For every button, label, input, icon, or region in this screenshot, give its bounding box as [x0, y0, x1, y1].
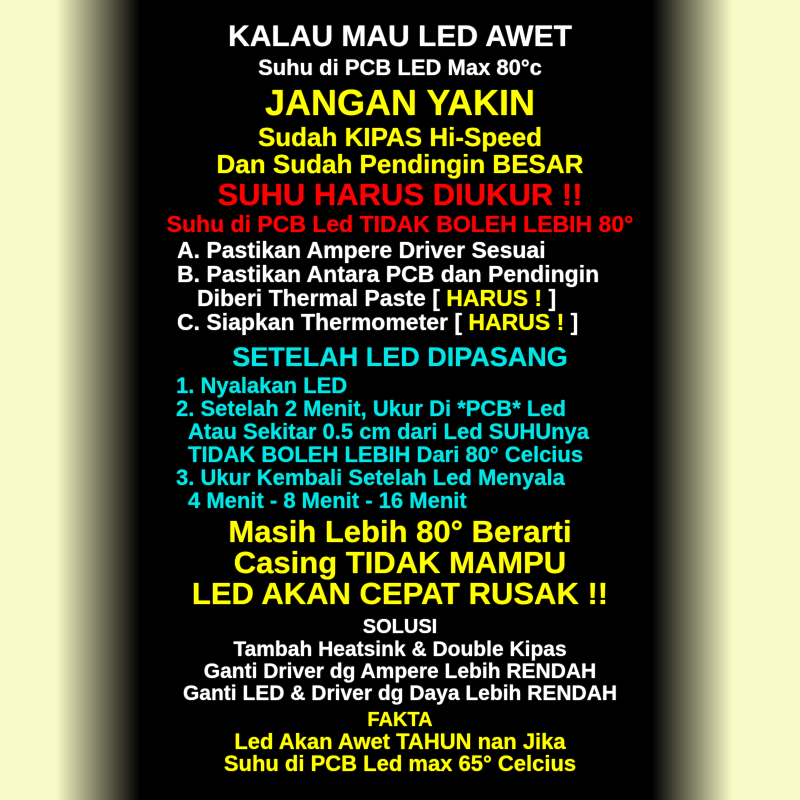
fact-line-1: Led Akan Awet TAHUN nan Jika: [234, 729, 566, 754]
solution-line-3: Ganti LED & Driver dg Daya Lebih RENDAH: [182, 682, 618, 705]
verdict-line-3: LED AKAN CEPAT RUSAK !!: [191, 576, 609, 611]
measure-subline: Suhu di PCB Led TIDAK BOLEH LEBIH 80°: [166, 211, 634, 237]
checklist-item-a: A. Pastikan Ampere Driver Sesuai: [177, 237, 546, 263]
checklist-b2-text: Diberi Thermal Paste [: [197, 285, 447, 311]
step-1: 1. Nyalakan LED: [176, 373, 348, 398]
checklist-c-suffix: ]: [564, 309, 579, 335]
solution-line-1: Tambah Heatsink & Double Kipas: [233, 638, 567, 661]
step-2-cont-1: Atau Sekitar 0.5 cm dari Led SUHUnya: [188, 419, 590, 444]
checklist-item-b: B. Pastikan Antara PCB dan Pendingin: [177, 261, 600, 287]
verdict-line-2: Casing TIDAK MAMPU: [233, 545, 567, 580]
warning-headline: JANGAN YAKIN: [264, 82, 536, 123]
checklist-c-highlight: HARUS !: [468, 309, 565, 335]
checklist-item-c: [140, 310, 660, 334]
checklist-c-text: C. Siapkan Thermometer [: [177, 309, 469, 335]
verdict-line-1: Masih Lebih 80° Berarti: [228, 514, 572, 549]
solution-line-2: Ganti Driver dg Ampere Lebih RENDAH: [203, 660, 597, 683]
poster-title: KALAU MAU LED AWET: [228, 20, 572, 53]
step-2: 2. Setelah 2 Menit, Ukur Di *PCB* Led: [176, 396, 566, 421]
step-2-cont-2: TIDAK BOLEH LEBIH Dari 80° Celcius: [188, 442, 584, 467]
warning-line-1: Sudah KIPAS Hi-Speed: [257, 122, 543, 152]
checklist-b2-highlight: HARUS !: [446, 285, 543, 311]
fact-line-2: Suhu di PCB Led max 65° Celcius: [223, 751, 577, 776]
poster-panel: [140, 0, 660, 800]
fact-headline: FAKTA: [367, 709, 433, 731]
measure-headline: SUHU HARUS DIUKUR !!: [217, 177, 583, 212]
steps-headline: SETELAH LED DIPASANG: [232, 342, 568, 372]
checklist-item-b-cont: [140, 286, 660, 310]
solution-headline: SOLUSI: [362, 616, 438, 638]
poster-subtitle: Suhu di PCB LED Max 80°c: [258, 55, 542, 80]
warning-line-2: Dan Sudah Pendingin BESAR: [216, 149, 584, 179]
step-3-cont: 4 Menit - 8 Menit - 16 Menit: [188, 488, 467, 513]
step-3: 3. Ukur Kembali Setelah Led Menyala: [176, 465, 565, 490]
checklist-b2-suffix: ]: [542, 285, 557, 311]
